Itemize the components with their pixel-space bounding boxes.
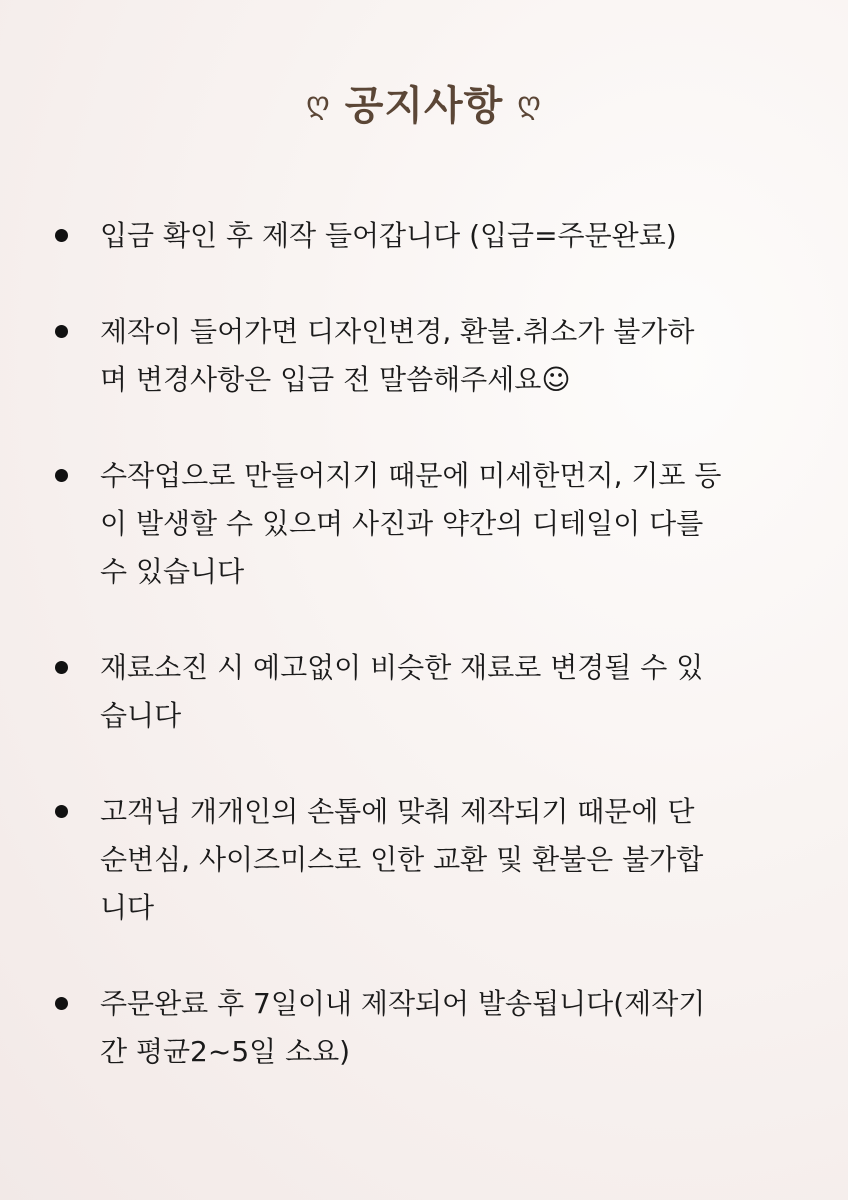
title-text: 공지사항 (344, 83, 504, 129)
notice-text: 재료소진 시 예고없이 비슷한 재료로 변경될 수 있 습니다 (100, 651, 704, 732)
notice-text: 고객님 개개인의 손톱에 맞춰 제작되기 때문에 단 순변심, 사이즈미스로 인한 교환 및 환불은 불가합 니다 (100, 795, 704, 924)
list-item (0, 308, 848, 404)
notice-list (0, 212, 848, 1124)
heart-deco-left-icon: ღ (306, 86, 331, 121)
bullet-icon (55, 805, 68, 818)
notice-text: 입금 확인 후 제작 들어갑니다 (입금=주문완료) (100, 219, 677, 252)
heart-deco-right-icon: ღ (517, 86, 542, 121)
notice-text: 제작이 들어가면 디자인변경, 환불.취소가 불가하 며 변경사항은 입금 전 말씀해주세요☺ (100, 315, 695, 396)
notice-text: 수작업으로 만들어지기 때문에 미세한먼지, 기포 등 이 발생할 수 있으며 사진과 약간의 디테일이 다를 수 있습니다 (100, 459, 722, 588)
bullet-icon (55, 325, 68, 338)
list-item (0, 788, 848, 932)
bullet-icon (55, 997, 68, 1010)
list-item (0, 644, 848, 740)
list-item (0, 980, 848, 1076)
list-item (0, 452, 848, 596)
page-title (0, 78, 848, 136)
bullet-icon (55, 661, 68, 674)
list-item (0, 212, 848, 260)
bullet-icon (55, 469, 68, 482)
bullet-icon (55, 229, 68, 242)
notice-text: 주문완료 후 7일이내 제작되어 발송됩니다(제작기 간 평균2~5일 소요) (100, 987, 706, 1068)
